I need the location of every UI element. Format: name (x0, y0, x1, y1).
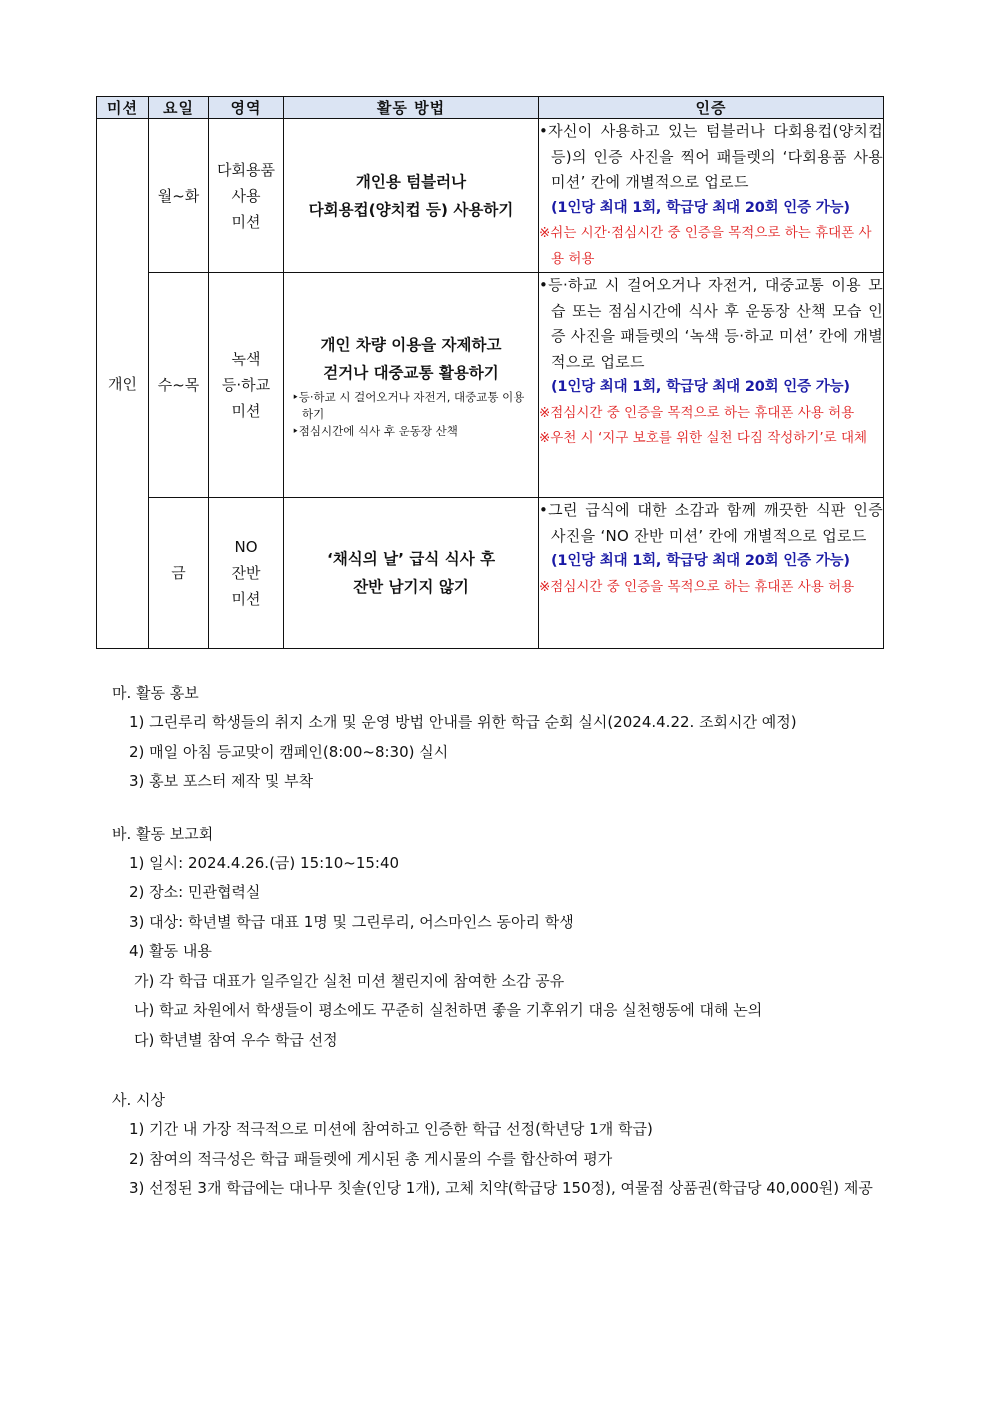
section-award (112, 1085, 912, 1204)
section-item: 3) 대상: 학년별 학급 대표 1명 및 그린루리, 어스마인스 동아리 학생 (129, 912, 574, 931)
day-cell: 수~목 (149, 273, 209, 498)
section-item: 3) 선정된 3개 학급에는 대나무 칫솔(인당 1개), 고체 치약(학급당 150정), 여물점 상품권(학급당 40,000원) 제공 (129, 1179, 873, 1197)
method-line: 걷거나 대중교통 활용하기 (323, 363, 499, 382)
table-row (97, 273, 884, 498)
section-spacer (112, 797, 912, 819)
method-line: 다회용컵(양치컵 등) 사용하기 (308, 200, 514, 219)
header-area: 영역 (209, 97, 284, 119)
area-line: 사용 (231, 186, 261, 205)
section-item: 2) 장소: 민관협력실 (129, 883, 261, 901)
cert-limit: (1인당 최대 1회, 학급당 최대 20회 인증 가능) (551, 379, 850, 395)
area-cell (209, 119, 284, 273)
mission-group-label: 개인 (108, 374, 137, 393)
cert-instruction: •그린 급식에 대한 소감과 함께 깨끗한 식판 인증 사진을 ‘NO 잔반 미션’ 칸에 개별적으로 업로드 (539, 501, 883, 545)
certification-cell (539, 119, 884, 273)
method-line: 개인 차량 이용을 자제하고 (320, 335, 502, 354)
cert-note: ※쉬는 시간·점심시간 중 인증을 목적으로 하는 휴대폰 사용 허용 (539, 225, 872, 267)
table-row (97, 498, 884, 649)
section-title: 사. 시상 (112, 1091, 166, 1109)
section-item: 4) 활동 내용 (129, 942, 212, 960)
area-line: 녹색 (231, 350, 261, 368)
section-subitem: 가) 각 학급 대표가 일주일간 실천 미션 챌린지에 참여한 소감 공유 (134, 971, 565, 990)
method-line: 잔반 남기지 않기 (353, 578, 469, 596)
area-cell (209, 273, 284, 498)
section-subitem: 다) 학년별 참여 우수 학급 선정 (134, 1030, 338, 1049)
header-mission: 미션 (97, 97, 149, 119)
method-cell (284, 119, 539, 273)
area-line: 다회용품 (217, 160, 275, 179)
section-title: 마. 활동 홍보 (112, 684, 199, 702)
method-sub-list (284, 387, 538, 440)
section-promotion (112, 678, 912, 797)
table-row (97, 119, 884, 273)
area-line: 미션 (231, 402, 261, 420)
method-cell (284, 498, 539, 649)
section-item: 1) 그린루리 학생들의 취지 소개 및 운영 방법 안내를 위한 학급 순회 실시(2024.4.22. 조회시간 예정) (129, 713, 797, 731)
mission-table (96, 96, 884, 649)
cert-note: ※점심시간 중 인증을 목적으로 하는 휴대폰 사용 허용 (539, 404, 855, 421)
section-title: 바. 활동 보고회 (112, 824, 214, 843)
cert-limit: (1인당 최대 1회, 학급당 최대 20회 인증 가능) (551, 553, 850, 569)
method-line: ‘채식의 날’ 급식 식사 후 (326, 550, 496, 568)
header-day: 요일 (149, 97, 209, 119)
cert-note: ※점심시간 중 인증을 목적으로 하는 휴대폰 사용 허용 (539, 578, 855, 595)
area-line: 미션 (231, 212, 261, 231)
section-subitem: 나) 학교 차원에서 학생들이 평소에도 꾸준히 실천하면 좋을 기후위기 대응 실천행동에 대해 논의 (134, 1001, 763, 1019)
mission-group-cell (97, 119, 149, 649)
section-item: 2) 매일 아침 등교맞이 캠페인(8:00~8:30) 실시 (129, 742, 449, 761)
section-item: 1) 일시: 2024.4.26.(금) 15:10~15:40 (129, 853, 400, 872)
section-item: 3) 홍보 포스터 제작 및 부착 (129, 772, 314, 790)
method-sub-item: ‣점심시간에 식사 후 운동장 산책 (292, 423, 458, 438)
method-cell (284, 273, 539, 498)
area-line: 미션 (231, 590, 261, 608)
cert-instruction: •등·하교 시 걸어오거나 자전거, 대중교통 이용 모습 또는 점심시간에 식사 후 운동장 산책 모습 인증 사진을 패들렛의 ‘녹색 등·하교 미션’ 칸에 개별적으로 업로드 (539, 276, 883, 371)
certification-cell (539, 273, 884, 498)
table-header-row (97, 97, 884, 119)
method-sub-item: ‣등·하교 시 걸어오거나 자전거, 대중교통 이용하기 (292, 389, 525, 421)
area-line: NO (234, 538, 258, 556)
cert-limit: (1인당 최대 1회, 학급당 최대 20회 인증 가능) (551, 199, 850, 216)
header-certification: 인증 (539, 97, 884, 119)
section-item: 2) 참여의 적극성은 학급 패들렛에 게시된 총 게시물의 수를 합산하여 평가 (129, 1149, 613, 1168)
section-report (112, 819, 912, 1056)
certification-cell (539, 498, 884, 649)
day-cell: 금 (149, 498, 209, 649)
method-line: 개인용 텀블러나 (355, 172, 467, 191)
section-item: 1) 기간 내 가장 적극적으로 미션에 참여하고 인증한 학급 선정(학년당 1개 학급) (129, 1120, 653, 1138)
cert-note: ※우천 시 ‘지구 보호를 위한 실천 다짐 작성하기’로 대체 (539, 430, 868, 446)
section-spacer (112, 1055, 912, 1085)
header-method: 활동 방법 (284, 97, 539, 119)
document-sections (112, 678, 912, 1204)
area-line: 잔반 (231, 564, 261, 582)
cert-instruction: •자신이 사용하고 있는 텀블러나 다회용컵(양치컵 등)의 인증 사진을 찍어 패들렛의 ‘다회용품 사용 미션’ 칸에 개별적으로 업로드 (539, 122, 883, 191)
day-cell: 월~화 (149, 119, 209, 273)
area-line: 등·하교 (221, 376, 271, 394)
area-cell (209, 498, 284, 649)
